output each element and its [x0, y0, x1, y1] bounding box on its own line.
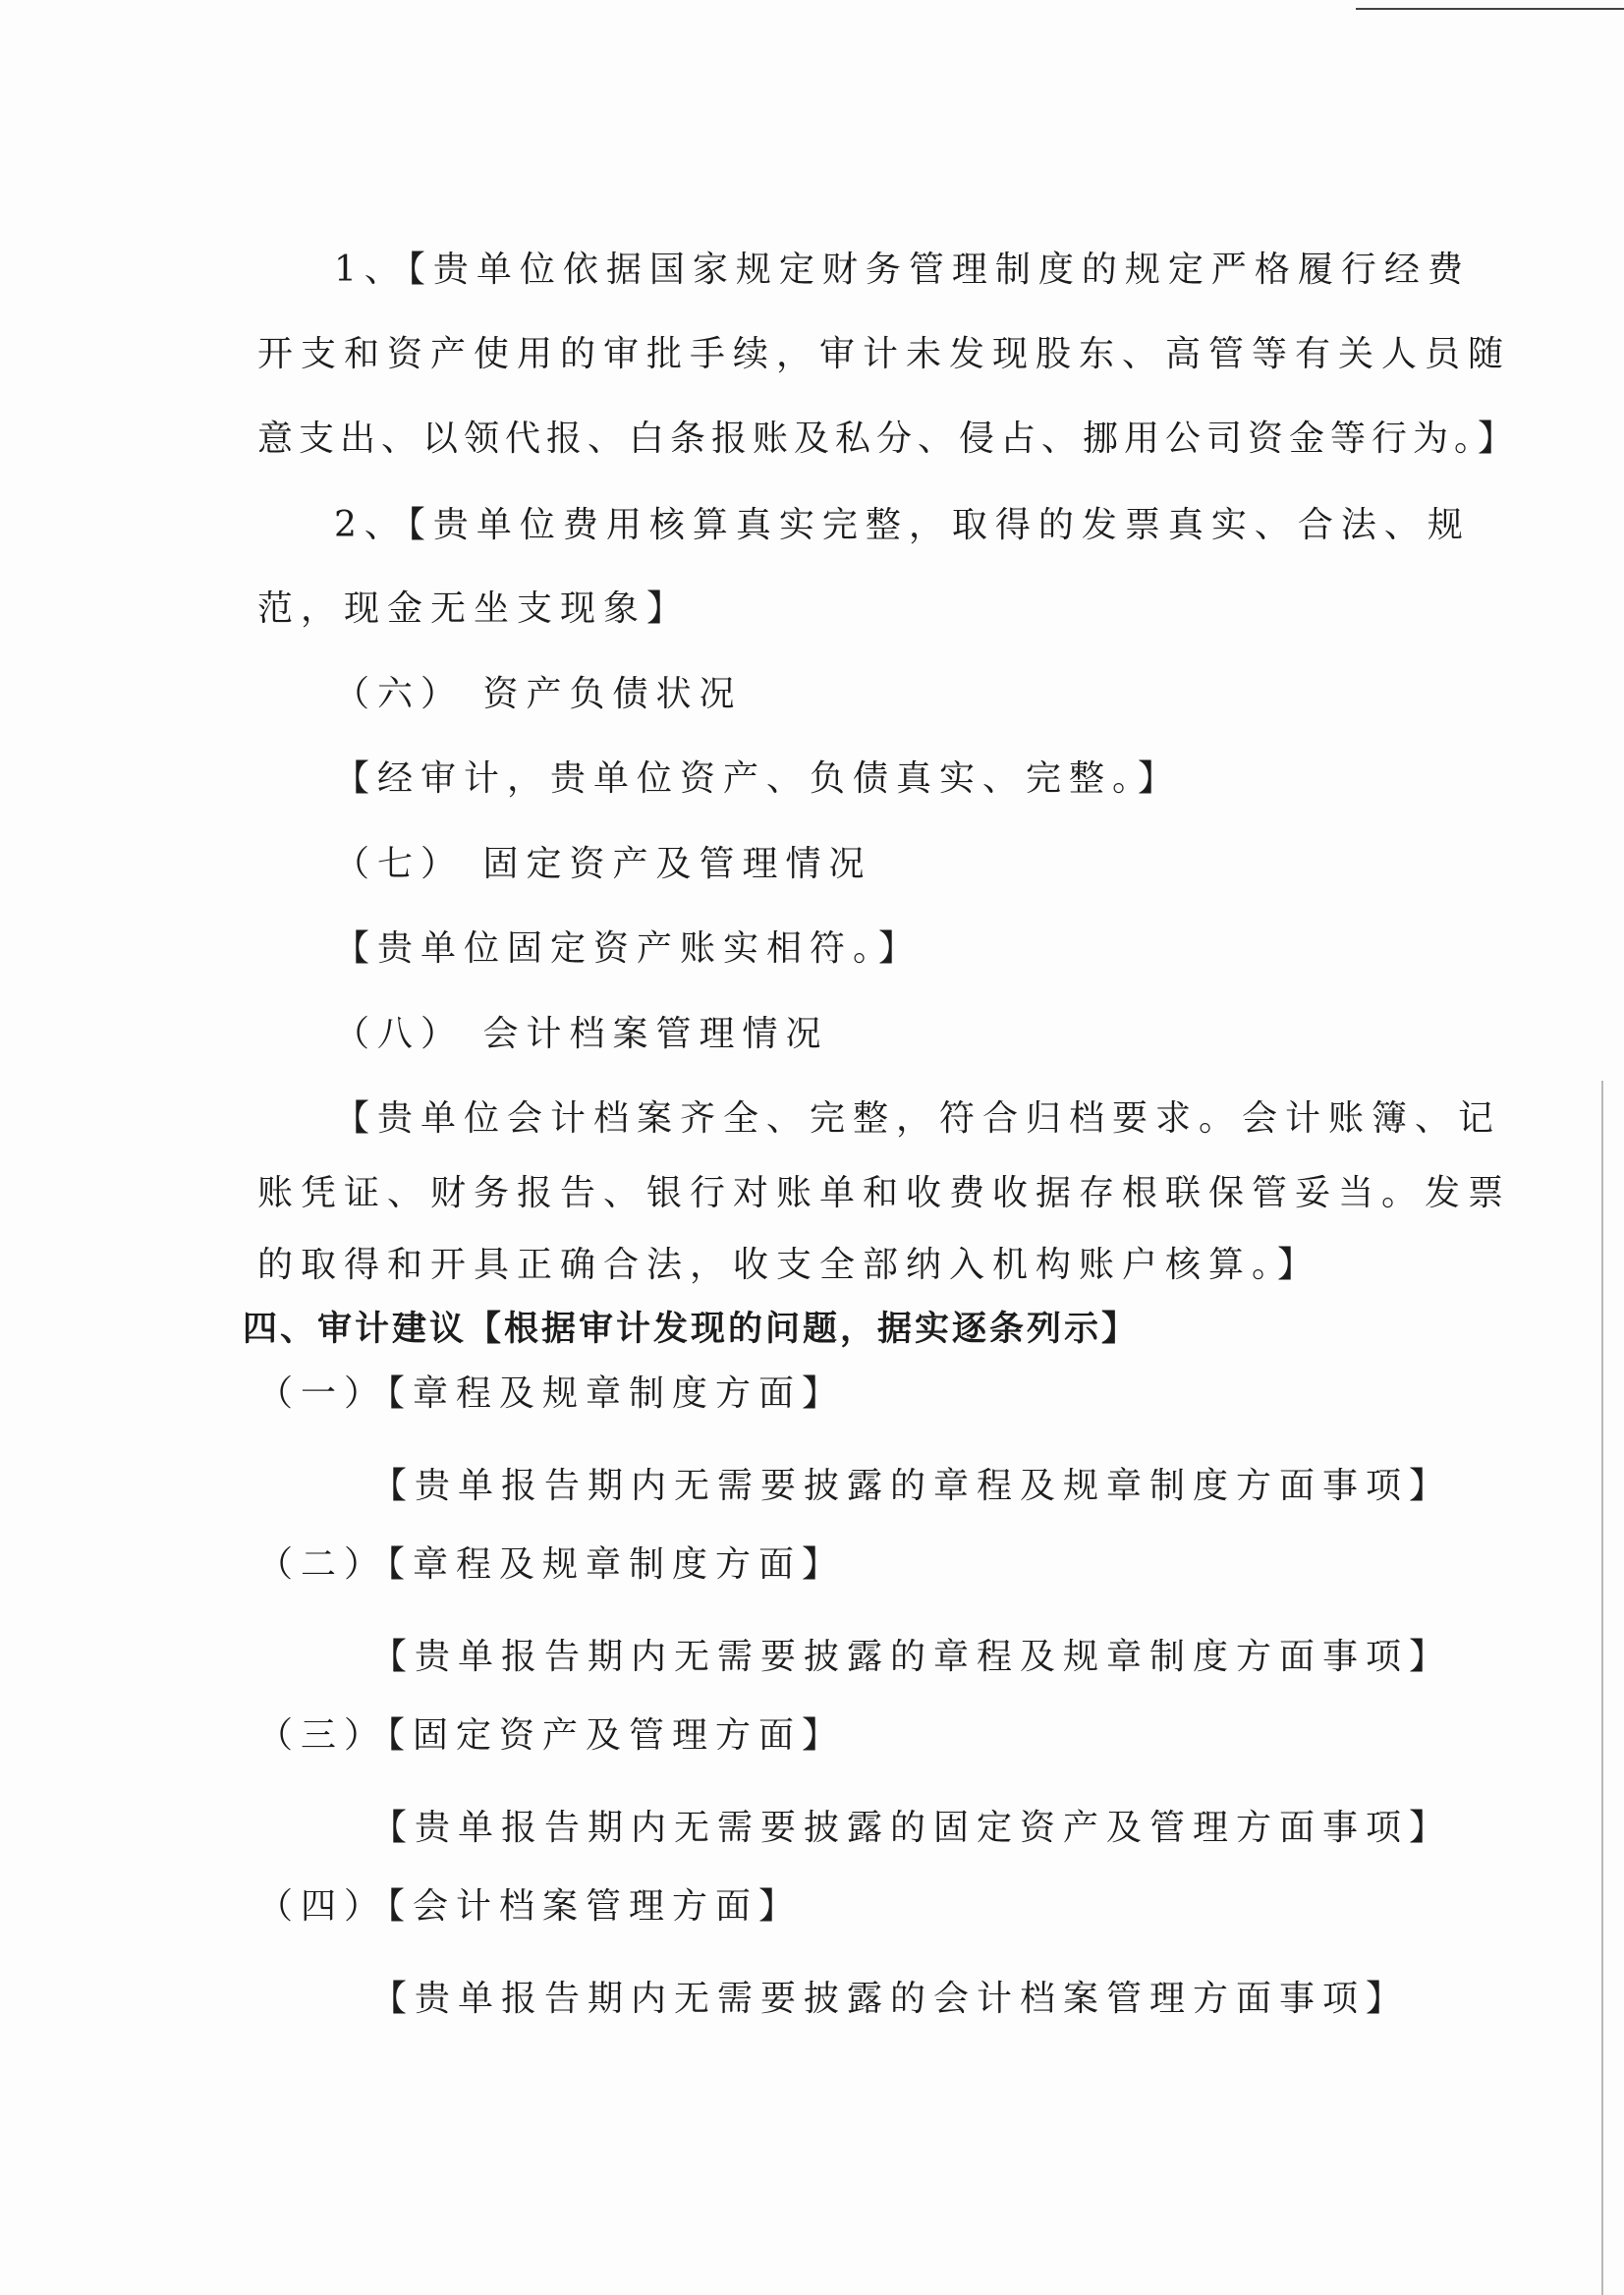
suggestion-heading-1: （一）【章程及规章制度方面】: [257, 1373, 846, 1414]
paragraph-item-1-line: 意支出、以领代报、白条报账及私分、侵占、挪用公司资金等行为。】: [257, 419, 1520, 459]
suggestion-heading-4: （四）【会计档案管理方面】: [257, 1886, 803, 1927]
paragraph-item-1-line: 1、【贵单位依据国家规定财务管理制度的规定严格履行经费: [334, 250, 1471, 290]
scan-edge-line: [1601, 1081, 1603, 2295]
section-body-8-line: 【贵单位会计档案齐全、完整，符合归档要求。会计账簿、记: [334, 1098, 1502, 1139]
section-body-8-line: 账凭证、财务报告、银行对账单和收费收据存根联保管妥当。发票: [257, 1173, 1512, 1213]
audit-suggestions-heading: 四、审计建议【根据审计发现的问题，据实逐条列示】: [243, 1310, 1140, 1349]
suggestion-heading-3: （三）【固定资产及管理方面】: [257, 1715, 846, 1756]
section-heading-7: （七） 固定资产及管理情况: [334, 844, 872, 884]
paragraph-item-2-line: 2、【贵单位费用核算真实完整，取得的发票真实、合法、规: [334, 505, 1471, 545]
section-heading-6: （六） 资产负债状况: [334, 674, 743, 714]
scan-edge-line: [1356, 8, 1624, 10]
suggestion-body-1: 【贵单报告期内无需要披露的章程及规章制度方面事项】: [371, 1466, 1453, 1506]
section-heading-8: （八） 会计档案管理情况: [334, 1014, 829, 1054]
suggestion-heading-2: （二）【章程及规章制度方面】: [257, 1544, 846, 1585]
paragraph-item-2-line: 范，现金无坐支现象】: [257, 588, 691, 629]
section-body-8-line: 的取得和开具正确合法，收支全部纳入机构账户核算。】: [257, 1245, 1321, 1285]
section-body-7: 【贵单位固定资产账实相符。】: [334, 928, 923, 969]
suggestion-body-3: 【贵单报告期内无需要披露的固定资产及管理方面事项】: [371, 1808, 1453, 1848]
suggestion-body-2: 【贵单报告期内无需要披露的章程及规章制度方面事项】: [371, 1637, 1453, 1677]
paragraph-item-1-line: 开支和资产使用的审批手续，审计未发现股东、高管等有关人员随: [257, 334, 1512, 374]
suggestion-body-4: 【贵单报告期内无需要披露的会计档案管理方面事项】: [371, 1979, 1410, 2019]
section-body-6: 【经审计，贵单位资产、负债真实、完整。】: [334, 758, 1182, 799]
